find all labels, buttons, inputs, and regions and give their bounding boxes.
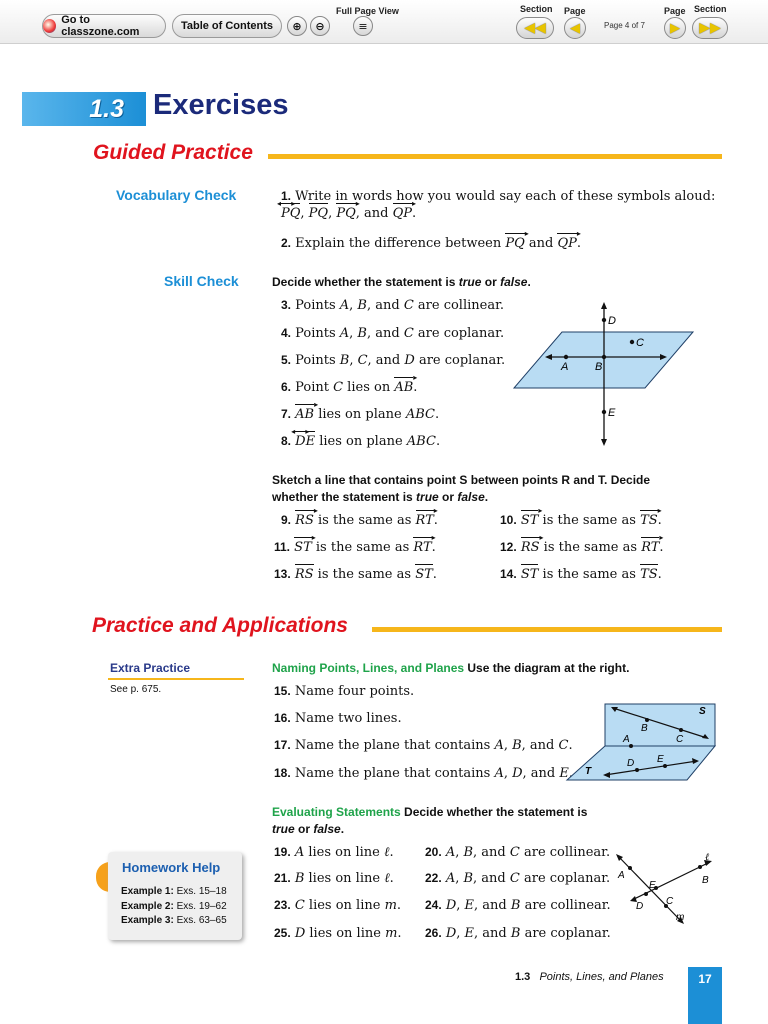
exercise-1: 1. Write in words how you would say each of these symbols aloud: PQ ◂ ▸, PQ, PQ ▸, and QP ▸. <box>281 188 715 222</box>
svg-text:A: A <box>623 734 630 745</box>
exercise-20: 20. A, B, and C are collinear. <box>425 845 611 860</box>
svg-text:E: E <box>608 407 616 419</box>
homework-example-2: Example 2: Exs. 19–62 <box>121 901 227 912</box>
previous-page-button[interactable] <box>564 17 586 39</box>
exercise-13: 13. RS is the same as ST. <box>274 567 437 582</box>
homework-help-title: Homework Help <box>122 860 221 875</box>
exercise-26: 26. D, E, and B are coplanar. <box>425 926 611 941</box>
evaluating-instruction: Evaluating Statements Decide whether the statement is true or false. <box>272 805 588 836</box>
sketch-instruction: Sketch a line that contains point S between points R and T. Decide whether the statement is true or false. <box>272 473 651 504</box>
page-label-left: Page <box>564 6 586 16</box>
exercise-12: 12. RS ▸ is the same as RT ▸. <box>500 539 664 556</box>
section-number-tab <box>22 92 146 126</box>
skill-check-label: Skill Check <box>164 273 239 289</box>
page-indicator: Page 4 of 7 <box>604 21 645 30</box>
naming-instruction: Naming Points, Lines, and Planes Use the diagram at the right. <box>272 661 630 675</box>
zoom-out-icon: ⊖ <box>315 19 325 33</box>
exercise-21: 21. B lies on line ℓ. <box>274 871 394 886</box>
exercise-16: 16. Name two lines. <box>274 711 402 726</box>
practice-applications-rule <box>372 627 722 632</box>
double-left-arrow-icon: ◀◀ <box>524 20 546 36</box>
svg-text:C: C <box>636 337 644 349</box>
exercise-7: 7. AB ▸ lies on plane ABC. <box>281 406 439 423</box>
exercise-8: 8. DE ◂ ▸ lies on plane ABC. <box>281 433 440 450</box>
homework-example-3: Example 3: Exs. 63–65 <box>121 915 227 926</box>
zoom-in-icon: ⊕ <box>292 19 302 33</box>
svg-text:A: A <box>618 870 625 881</box>
svg-text:E: E <box>657 754 664 765</box>
svg-text:B: B <box>595 361 603 373</box>
classzone-label: Go to classzone.com <box>61 14 140 38</box>
full-page-view-label: Full Page View <box>336 6 399 16</box>
practice-applications-heading: Practice and Applications <box>92 614 348 637</box>
exercise-5: 5. Points B, C, and D are coplanar. <box>281 353 506 368</box>
section-label-left: Section <box>520 4 553 14</box>
svg-text:C: C <box>666 896 674 907</box>
exercise-10: 10. ST ▸ is the same as TS ▸. <box>500 512 662 529</box>
exercise-22: 22. A, B, and C are coplanar. <box>425 871 611 886</box>
page-number: 17 <box>688 967 722 1024</box>
page-title: Exercises <box>153 89 289 121</box>
svg-text:D: D <box>636 901 644 912</box>
next-page-button[interactable] <box>664 17 686 39</box>
exercise-25: 25. D lies on line m. <box>274 926 402 941</box>
homework-help-box <box>108 852 242 940</box>
zoom-out-button[interactable] <box>310 16 330 36</box>
page-label-right: Page <box>664 6 686 16</box>
classzone-button[interactable] <box>42 14 166 38</box>
guided-practice-rule <box>268 154 722 159</box>
exercise-23: 23. C lies on line m. <box>274 898 402 913</box>
vocabulary-check-label: Vocabulary Check <box>116 187 237 203</box>
exercise-2: 2. Explain the difference between PQ ▸ and QP ▸. <box>281 235 581 252</box>
globe-icon <box>43 19 56 33</box>
exercise-11: 11. ST ▸ is the same as RT ▸. <box>274 539 436 556</box>
extra-practice-box <box>108 660 244 680</box>
svg-text:A: A <box>561 361 569 373</box>
exercise-4: 4. Points A, B, and C are coplanar. <box>281 326 505 341</box>
previous-section-button[interactable] <box>516 17 554 39</box>
section-number: 1.3 <box>89 94 124 123</box>
exercise-6: 6. Point C lies on AB ▸. <box>281 379 417 396</box>
svg-text:T: T <box>585 766 592 777</box>
double-right-arrow-icon: ▶▶ <box>699 20 721 36</box>
toc-label: Table of Contents <box>180 20 274 32</box>
right-arrow-icon: ▶ <box>670 20 680 36</box>
exercise-14: 14. ST is the same as TS. <box>500 567 662 582</box>
svg-text:ℓ: ℓ <box>705 852 710 863</box>
table-of-contents-button[interactable] <box>172 14 282 38</box>
full-page-view-button[interactable] <box>353 16 373 36</box>
svg-text:m: m <box>676 912 685 923</box>
zoom-in-button[interactable] <box>287 16 307 36</box>
two-planes-diagram <box>565 698 725 788</box>
page-view-icon: ≡ <box>358 19 368 33</box>
exercise-24: 24. D, E, and B are collinear. <box>425 898 611 913</box>
exercise-19: 19. A lies on line ℓ. <box>274 845 394 860</box>
exercise-3: 3. Points A, B, and C are collinear. <box>281 298 505 313</box>
svg-text:C: C <box>676 734 684 745</box>
next-section-button[interactable] <box>692 17 728 39</box>
svg-text:B: B <box>702 875 709 886</box>
exercise-17: 17. Name the plane that contains A, B, and C. <box>274 738 573 753</box>
skill-check-instruction: Decide whether the statement is true or false. <box>272 275 531 289</box>
svg-text:S: S <box>699 706 706 717</box>
left-arrow-icon: ◀ <box>570 20 580 36</box>
exercise-18: 18. Name the plane that contains A, D, and E. <box>274 766 574 781</box>
naming-heading: Naming Points, Lines, and Planes <box>272 661 465 675</box>
svg-text:E: E <box>649 880 656 891</box>
exercise-9: 9. RS ▸ is the same as RT ▸. <box>281 512 438 529</box>
svg-text:B: B <box>641 723 648 734</box>
section-label-right: Section <box>694 4 727 14</box>
intersecting-lines-diagram <box>610 848 720 928</box>
svg-text:D: D <box>608 315 616 327</box>
toolbar <box>0 0 768 44</box>
extra-practice-label: Extra Practice <box>110 661 191 675</box>
svg-text:D: D <box>627 758 635 769</box>
evaluating-heading: Evaluating Statements <box>272 805 401 819</box>
footer-section-title: 1.3 Points, Lines, and Planes <box>515 971 664 983</box>
guided-practice-heading: Guided Practice <box>93 141 253 164</box>
extra-practice-ref: See p. 675. <box>110 684 162 695</box>
homework-example-1: Example 1: Exs. 15–18 <box>121 886 227 897</box>
plane-diagram-skill-check <box>510 300 710 450</box>
exercise-15: 15. Name four points. <box>274 684 415 699</box>
